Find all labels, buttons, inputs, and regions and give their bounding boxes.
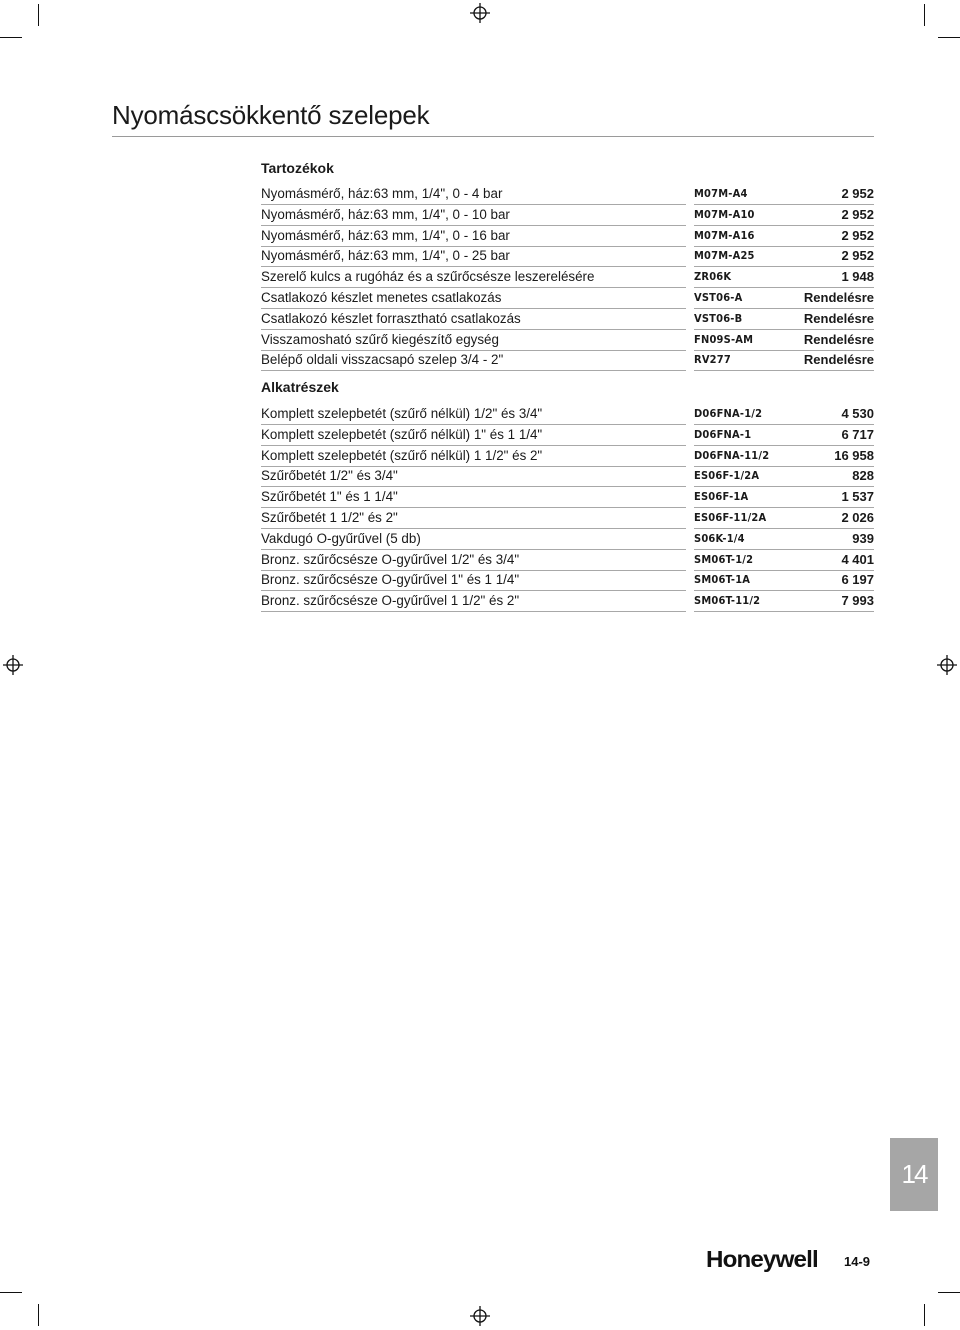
item-price: Rendelésre [803, 352, 874, 368]
item-price: Rendelésre [803, 331, 874, 347]
item-price: 1 948 [841, 269, 874, 285]
item-description: Komplett szelepbetét (szűrő nélkül) 1" és 1 1/4" [261, 426, 686, 446]
section-heading-spare-parts: Alkatrészek [261, 379, 339, 395]
registration-mark-icon [937, 655, 957, 675]
item-code: ES06F-1/2A [694, 467, 874, 487]
item-description: Bronz. szűrőcsésze O-gyűrűvel 1/2" és 3/4" [261, 551, 686, 571]
item-code: S06K-1/4 [694, 530, 874, 550]
table-row [261, 205, 874, 226]
spare-parts-table [261, 404, 874, 612]
item-code: VST06-B [694, 310, 874, 330]
crop-mark [924, 1304, 925, 1326]
table-row [261, 570, 874, 591]
item-price: 16 958 [834, 447, 874, 463]
item-description: Nyomásmérő, ház:63 mm, 1/4", 0 - 10 bar [261, 206, 686, 226]
item-code: M07M-A4 [694, 185, 874, 205]
item-code: M07M-A10 [694, 206, 874, 226]
item-description: Bronz. szűrőcsésze O-gyűrűvel 1 1/2" és 2" [261, 592, 686, 612]
item-price: 6 717 [841, 426, 874, 442]
table-row [261, 184, 874, 205]
table-row [261, 446, 874, 467]
table-row [261, 550, 874, 571]
registration-mark-icon [470, 1306, 490, 1326]
item-price: 828 [852, 468, 874, 484]
item-description: Visszamosható szűrő kiegészítő egység [261, 331, 686, 351]
table-row [261, 529, 874, 550]
table-row [261, 330, 874, 351]
crop-mark [924, 4, 925, 26]
table-row [261, 466, 874, 487]
item-price: 2 952 [841, 206, 874, 222]
item-price: Rendelésre [803, 289, 874, 305]
crop-mark [0, 37, 22, 38]
section-heading-accessories: Tartozékok [261, 160, 334, 176]
item-price: 2 952 [841, 227, 874, 243]
item-code: ZR06K [694, 268, 874, 288]
table-row [261, 350, 874, 371]
item-description: Nyomásmérő, ház:63 mm, 1/4", 0 - 25 bar [261, 247, 686, 267]
chapter-tab: 14 [890, 1138, 938, 1211]
item-description: Csatlakozó készlet menetes csatlakozás [261, 289, 686, 309]
page-title: Nyomáscsökkentő szelepek [112, 100, 430, 130]
crop-mark [38, 1304, 39, 1326]
item-description: Vakdugó O-gyűrűvel (5 db) [261, 530, 686, 550]
item-code: M07M-A25 [694, 247, 874, 267]
item-code: M07M-A16 [694, 227, 874, 247]
item-description: Szűrőbetét 1 1/2" és 2" [261, 509, 686, 529]
honeywell-logo: Honeywell [706, 1246, 818, 1272]
item-price: 4 530 [841, 406, 874, 421]
table-row [261, 246, 874, 267]
item-code: SM06T-1A [694, 571, 874, 591]
table-row [261, 508, 874, 529]
item-description: Bronz. szűrőcsésze O-gyűrűvel 1" és 1 1/4" [261, 571, 686, 591]
table-row [261, 404, 874, 425]
item-price: 6 197 [841, 572, 874, 588]
item-price: 2 952 [841, 186, 874, 201]
registration-mark-icon [470, 3, 490, 23]
item-code: FN09S-AM [694, 331, 874, 351]
table-row [261, 309, 874, 330]
item-code: ES06F-1A [694, 488, 874, 508]
registration-mark-icon [3, 655, 23, 675]
item-price: 1 537 [841, 489, 874, 505]
table-row [261, 487, 874, 508]
item-description: Szerelő kulcs a rugóház és a szűrőcsésze leszerelésére [261, 268, 686, 288]
crop-mark [938, 37, 960, 38]
crop-mark [938, 1292, 960, 1293]
item-price: 7 993 [841, 593, 874, 609]
item-description: Csatlakozó készlet forrasztható csatlakozás [261, 310, 686, 330]
item-code: SM06T-1/2 [694, 551, 874, 571]
item-code: RV277 [694, 351, 874, 371]
crop-mark [0, 1292, 22, 1293]
item-description: Belépő oldali visszacsapó szelep 3/4 - 2" [261, 351, 686, 371]
item-description: Szűrőbetét 1" és 1 1/4" [261, 488, 686, 508]
item-description: Komplett szelepbetét (szűrő nélkül) 1 1/2" és 2" [261, 447, 686, 467]
table-row [261, 267, 874, 288]
accessories-table [261, 184, 874, 371]
item-code: SM06T-11/2 [694, 592, 874, 612]
item-price: Rendelésre [803, 310, 874, 326]
item-code: D06FNA-1/2 [694, 405, 874, 425]
title-divider [112, 136, 874, 137]
item-description: Szűrőbetét 1/2" és 3/4" [261, 467, 686, 487]
item-description: Nyomásmérő, ház:63 mm, 1/4", 0 - 16 bar [261, 227, 686, 247]
item-description: Nyomásmérő, ház:63 mm, 1/4", 0 - 4 bar [261, 185, 686, 205]
crop-mark [38, 4, 39, 26]
item-price: 939 [852, 530, 874, 546]
item-price: 2 952 [841, 248, 874, 264]
item-code: D06FNA-11/2 [694, 447, 874, 467]
item-price: 4 401 [841, 551, 874, 567]
item-code: ES06F-11/2A [694, 509, 874, 529]
item-code: VST06-A [694, 289, 874, 309]
item-description: Komplett szelepbetét (szűrő nélkül) 1/2" és 3/4" [261, 405, 686, 425]
table-row [261, 226, 874, 247]
table-row [261, 288, 874, 309]
table-row [261, 591, 874, 612]
item-code: D06FNA-1 [694, 426, 874, 446]
item-price: 2 026 [841, 509, 874, 525]
page-number: 14-9 [844, 1254, 871, 1269]
table-row [261, 425, 874, 446]
